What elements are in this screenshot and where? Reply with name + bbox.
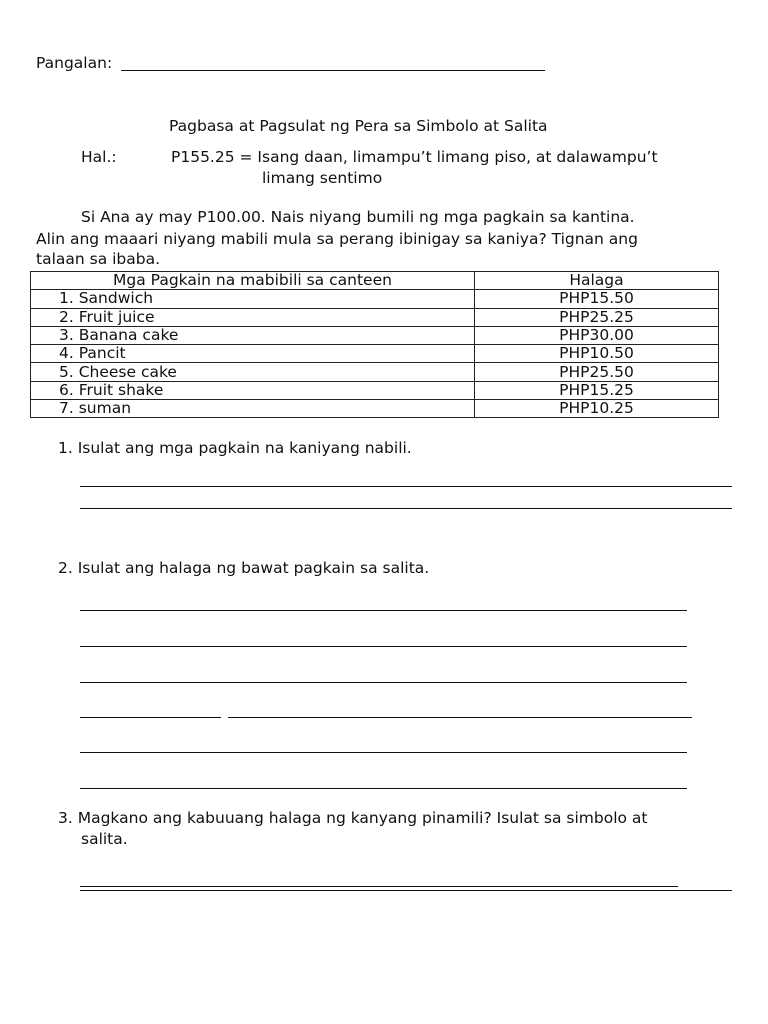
name-label: Pangalan: (36, 54, 113, 72)
question-2: 2. Isulat ang halaga ng bawat pagkain sa salita. (58, 559, 430, 577)
question-3-line-2: salita. (81, 830, 128, 848)
table-row (31, 290, 719, 308)
table-row (31, 326, 719, 344)
price-cell: PHP15.50 (475, 290, 719, 308)
example-line-1: P155.25 = Isang daan, limampu’t limang piso, at dalawampu’t (171, 148, 658, 166)
food-cell: 6. Fruit shake (31, 381, 475, 399)
answer-line-q1-1[interactable] (80, 486, 732, 487)
price-cell: PHP25.50 (475, 363, 719, 381)
table-row (31, 381, 719, 399)
food-cell: 2. Fruit juice (31, 308, 475, 326)
food-cell: 7. suman (31, 400, 475, 418)
name-answer-line[interactable] (121, 70, 545, 71)
table-row (31, 345, 719, 363)
table-row (31, 308, 719, 326)
table-header-row (31, 272, 719, 290)
food-cell: 1. Sandwich (31, 290, 475, 308)
prompt-line-3: talaan sa ibaba. (36, 250, 161, 268)
column-header-food: Mga Pagkain na mabibili sa canteen (31, 272, 475, 290)
answer-line-q3-upper[interactable] (80, 886, 678, 887)
example-label: Hal.: (81, 148, 117, 166)
price-cell: PHP25.25 (475, 308, 719, 326)
answer-line-q2-2[interactable] (80, 646, 687, 647)
food-cell: 4. Pancit (31, 345, 475, 363)
table-row (31, 363, 719, 381)
answer-line-q2-6[interactable] (80, 788, 687, 789)
question-3-line-1: 3. Magkano ang kabuuang halaga ng kanyang pinamili? Isulat sa simbolo at (58, 809, 648, 827)
example-line-2: limang sentimo (262, 169, 383, 187)
table-row (31, 400, 719, 418)
answer-line-q2-4a[interactable] (80, 717, 221, 718)
page-title: Pagbasa at Pagsulat ng Pera sa Simbolo at Salita (169, 117, 548, 135)
prompt-line-1: Si Ana ay may P100.00. Nais niyang bumili ng mga pagkain sa kantina. (81, 208, 635, 226)
price-cell: PHP30.00 (475, 326, 719, 344)
answer-line-q1-2[interactable] (80, 508, 732, 509)
food-price-table (30, 271, 719, 418)
price-cell: PHP10.50 (475, 345, 719, 363)
question-1: 1. Isulat ang mga pagkain na kaniyang nabili. (58, 439, 412, 457)
food-cell: 5. Cheese cake (31, 363, 475, 381)
price-cell: PHP10.25 (475, 400, 719, 418)
price-cell: PHP15.25 (475, 381, 719, 399)
answer-line-q2-3[interactable] (80, 682, 687, 683)
answer-line-q2-1[interactable] (80, 610, 687, 611)
food-cell: 3. Banana cake (31, 326, 475, 344)
answer-line-q2-5[interactable] (80, 752, 687, 753)
prompt-line-2: Alin ang maaari niyang mabili mula sa perang ibinigay sa kaniya? Tignan ang (36, 230, 638, 248)
answer-line-q2-4b[interactable] (228, 717, 692, 718)
column-header-price: Halaga (475, 272, 719, 290)
answer-line-q3-lower[interactable] (80, 890, 732, 891)
